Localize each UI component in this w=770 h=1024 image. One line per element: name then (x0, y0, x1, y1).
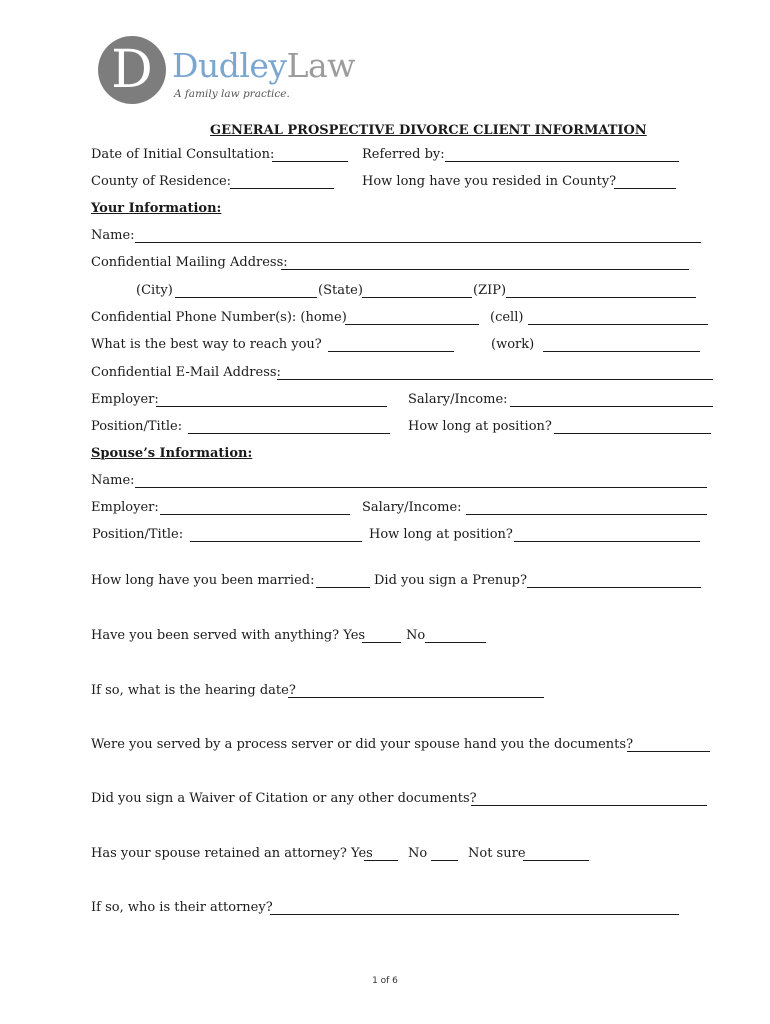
served-yes-field[interactable] (362, 642, 401, 643)
your-information-heading: Your Information: (91, 201, 222, 216)
email-field[interactable] (277, 379, 713, 380)
salary-label: Salary/Income: (408, 392, 508, 407)
position-field[interactable] (188, 433, 390, 434)
phone-home-label: Confidential Phone Number(s): (home) (91, 310, 347, 325)
mailing-address-field[interactable] (281, 269, 689, 270)
spouse-how-long-position-label: How long at position? (369, 527, 513, 542)
referred-by-field[interactable] (445, 161, 679, 162)
page-number: 1 of 6 (372, 976, 398, 986)
married-label: How long have you been married: (91, 573, 315, 588)
prenup-label: Did you sign a Prenup? (374, 573, 527, 588)
spouse-information-heading: Spouse’s Information: (91, 446, 253, 461)
state-field[interactable] (362, 297, 472, 298)
work-label: (work) (491, 337, 535, 352)
spouse-salary-label: Salary/Income: (362, 500, 462, 515)
cell-field[interactable] (528, 324, 708, 325)
spouse-employer-label: Employer: (91, 500, 159, 515)
hearing-date-label: If so, what is the hearing date? (91, 683, 296, 698)
who-attorney-field[interactable] (270, 914, 679, 915)
spouse-how-long-position-field[interactable] (514, 541, 700, 542)
email-label: Confidential E-Mail Address: (91, 365, 281, 380)
process-server-field[interactable] (627, 751, 710, 752)
hearing-date-field[interactable] (288, 697, 544, 698)
employer-label: Employer: (91, 392, 159, 407)
logo-tagline: A family law practice. (174, 88, 290, 100)
spouse-position-label: Position/Title: (92, 527, 184, 542)
zip-label: (ZIP) (473, 283, 507, 298)
cell-label: (cell) (490, 310, 524, 325)
spouse-name-field[interactable] (135, 487, 707, 488)
city-field[interactable] (175, 297, 317, 298)
how-long-county-field[interactable] (614, 188, 676, 189)
spouse-attorney-no-label: No (408, 846, 428, 861)
zip-field[interactable] (506, 297, 696, 298)
date-consultation-label: Date of Initial Consultation: (91, 147, 275, 162)
state-label: (State) (318, 283, 363, 298)
form-title: GENERAL PROSPECTIVE DIVORCE CLIENT INFORMATION (210, 123, 647, 138)
position-label: Position/Title: (91, 419, 183, 434)
spouse-attorney-yes-field[interactable] (364, 860, 398, 861)
served-no-label: No (406, 628, 426, 643)
work-field[interactable] (543, 351, 700, 352)
spouse-name-label: Name: (91, 473, 135, 488)
spouse-employer-field[interactable] (160, 514, 350, 515)
logo-name-second: Law (286, 46, 355, 85)
logo-letter: D (111, 40, 153, 100)
who-attorney-label: If so, who is their attorney? (91, 900, 273, 915)
how-long-position-field[interactable] (554, 433, 711, 434)
referred-by-label: Referred by: (362, 147, 445, 162)
logo-name-first: Dudley (172, 46, 287, 85)
date-consultation-field[interactable] (272, 161, 348, 162)
best-way-label: What is the best way to reach you? (91, 337, 322, 352)
waiver-label: Did you sign a Waiver of Citation or any other documents? (91, 791, 477, 806)
spouse-attorney-no-field[interactable] (431, 860, 458, 861)
prenup-field[interactable] (527, 587, 701, 588)
married-field[interactable] (316, 587, 370, 588)
served-no-field[interactable] (425, 642, 486, 643)
mailing-address-label: Confidential Mailing Address: (91, 255, 288, 270)
city-label: (City) (136, 283, 173, 298)
employer-field[interactable] (156, 406, 387, 407)
spouse-attorney-label: Has your spouse retained an attorney? Yes (91, 846, 373, 861)
county-field[interactable] (230, 188, 334, 189)
spouse-position-field[interactable] (190, 541, 362, 542)
best-way-field[interactable] (328, 351, 454, 352)
logo-name (172, 46, 355, 86)
salary-field[interactable] (510, 406, 713, 407)
process-server-label: Were you served by a process server or did your spouse hand you the documents? (91, 737, 634, 752)
dudley-law-logo (98, 36, 378, 106)
spouse-attorney-not-sure-label: Not sure (468, 846, 526, 861)
how-long-position-label: How long at position? (408, 419, 552, 434)
name-label: Name: (91, 228, 135, 243)
waiver-field[interactable] (471, 805, 707, 806)
name-field[interactable] (135, 242, 701, 243)
spouse-attorney-not-sure-field[interactable] (523, 860, 589, 861)
phone-home-field[interactable] (345, 324, 479, 325)
how-long-county-label: How long have you resided in County? (362, 174, 617, 189)
spouse-salary-field[interactable] (466, 514, 707, 515)
served-label: Have you been served with anything? Yes (91, 628, 366, 643)
logo-circle-icon (98, 36, 166, 104)
county-label: County of Residence: (91, 174, 232, 189)
